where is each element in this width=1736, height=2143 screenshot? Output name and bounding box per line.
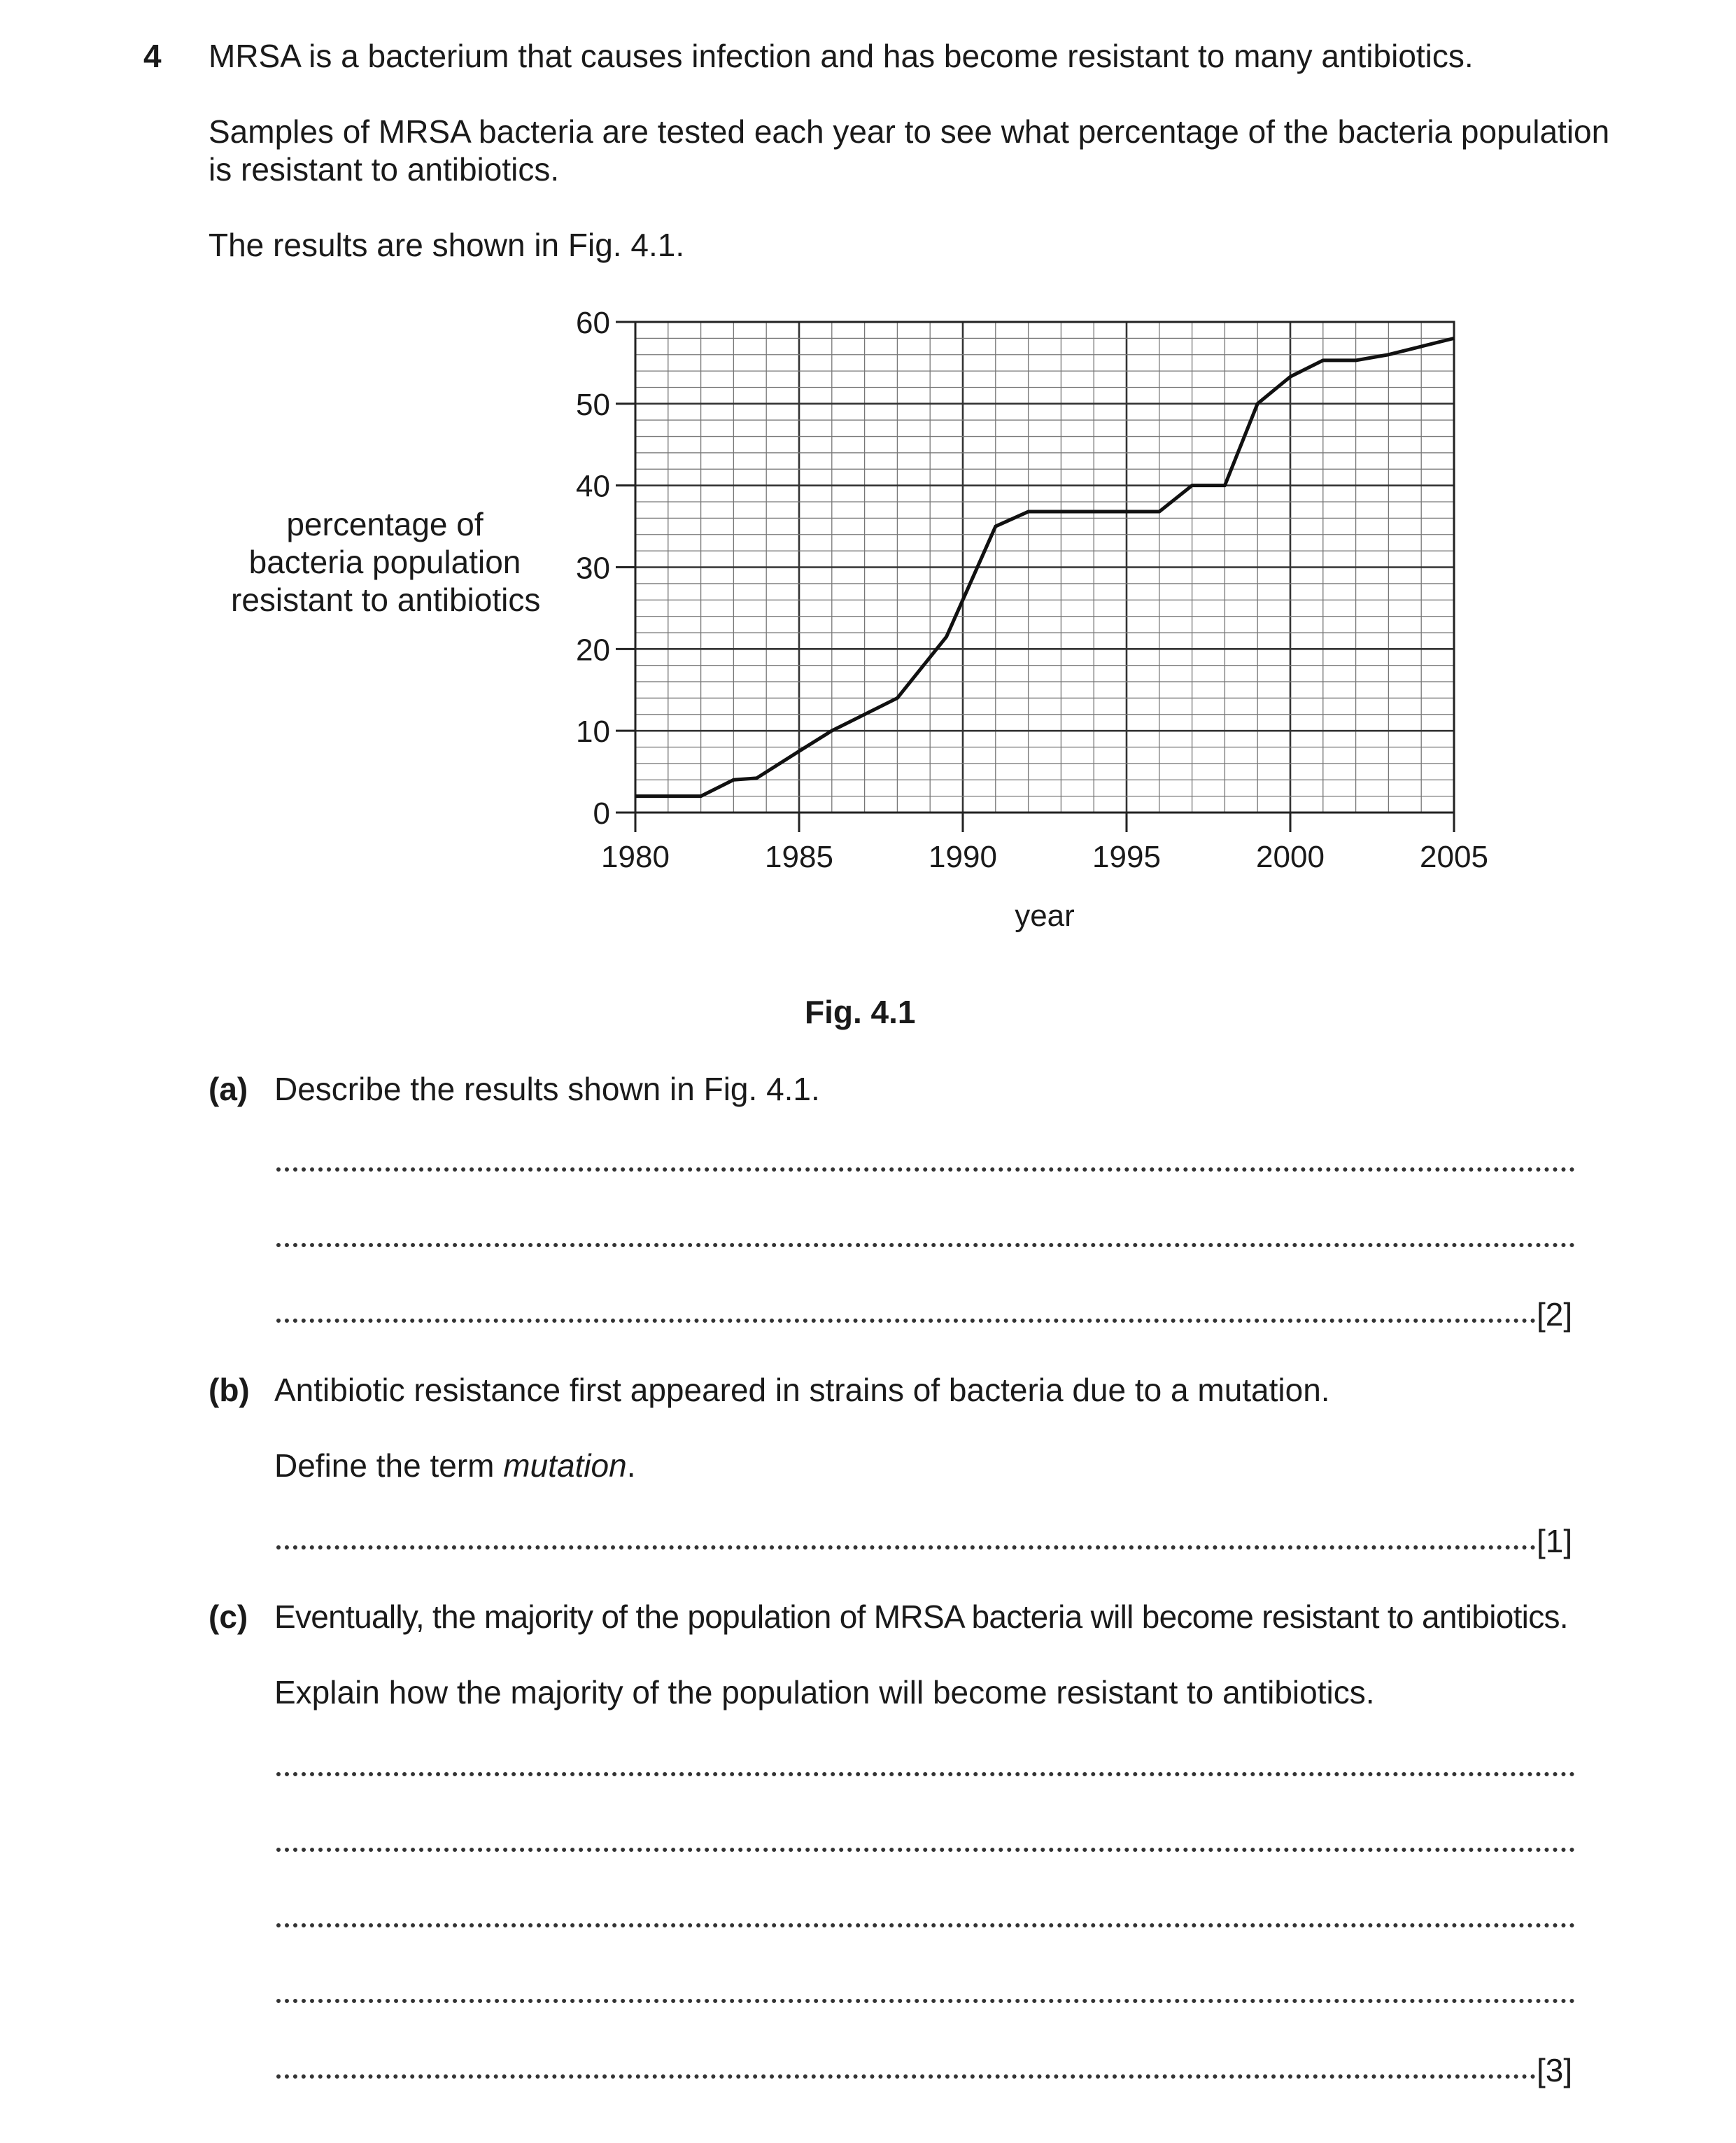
ylabel-line-1: percentage of — [286, 506, 484, 542]
part-c-label: (c) — [209, 1599, 248, 1635]
x-tick-label: 1995 — [1092, 840, 1161, 874]
part-b-text: Antibiotic resistance first appeared in strains of bacteria due to a mutation. — [274, 1372, 1330, 1408]
x-tick-label: 1990 — [929, 840, 997, 874]
x-axis-label: year — [1015, 899, 1075, 933]
answer-line-c2[interactable] — [276, 1841, 1575, 1852]
ylabel-line-2: bacteria population — [248, 544, 521, 580]
y-tick-label: 50 — [576, 387, 610, 422]
x-tick-label: 1985 — [765, 840, 833, 874]
answer-line-a2[interactable] — [276, 1236, 1575, 1247]
question-para2: The results are shown in Fig. 4.1. — [209, 227, 685, 263]
y-tick-label: 10 — [576, 715, 610, 750]
define-suffix: . — [626, 1447, 636, 1484]
answer-line-c5[interactable] — [276, 2067, 1536, 2079]
answer-line-a1[interactable] — [276, 1160, 1575, 1172]
x-tick-label: 2005 — [1420, 840, 1488, 874]
part-a-text: Describe the results shown in Fig. 4.1. — [274, 1071, 820, 1107]
y-tick-label: 30 — [576, 551, 610, 586]
y-tick-label: 0 — [593, 796, 610, 831]
part-b-define — [274, 1446, 635, 1485]
y-tick-label: 40 — [576, 469, 610, 504]
define-prefix: Define the term — [274, 1447, 504, 1484]
answer-line-a3[interactable] — [276, 1312, 1536, 1323]
question-para1-line1: Samples of MRSA bacteria are tested each year to see what percentage of the bacteria population — [209, 113, 1610, 150]
part-b-marks: [1] — [1537, 1523, 1573, 1559]
question-para1-line2: is resistant to antibiotics. — [209, 151, 560, 188]
x-tick-label: 1980 — [601, 840, 670, 874]
figure-caption: Fig. 4.1 — [805, 994, 916, 1030]
part-c-explain: Explain how the majority of the population will become resistant to antibiotics. — [274, 1674, 1375, 1710]
answer-line-c1[interactable] — [276, 1765, 1575, 1776]
part-a-label: (a) — [209, 1071, 248, 1107]
define-term: mutation — [503, 1447, 627, 1484]
part-c-text: Eventually, the majority of the population of MRSA bacteria will become resistant to antibiotics. — [274, 1599, 1568, 1635]
answer-line-c4[interactable] — [276, 1992, 1575, 2003]
question-intro: MRSA is a bacterium that causes infection and has become resistant to many antibiotics. — [209, 38, 1474, 74]
resistance-chart — [0, 0, 1736, 980]
answer-line-c3[interactable] — [276, 1916, 1575, 1927]
part-a-marks: [2] — [1537, 1296, 1573, 1333]
y-tick-label: 20 — [576, 633, 610, 668]
y-tick-label: 60 — [576, 306, 610, 340]
part-b-label: (b) — [209, 1372, 250, 1408]
ylabel-line-3: resistant to antibiotics — [231, 582, 541, 618]
part-c-marks: [3] — [1537, 2052, 1573, 2088]
answer-line-b1[interactable] — [276, 1538, 1536, 1550]
question-number: 4 — [143, 38, 162, 74]
x-tick-label: 2000 — [1256, 840, 1325, 874]
